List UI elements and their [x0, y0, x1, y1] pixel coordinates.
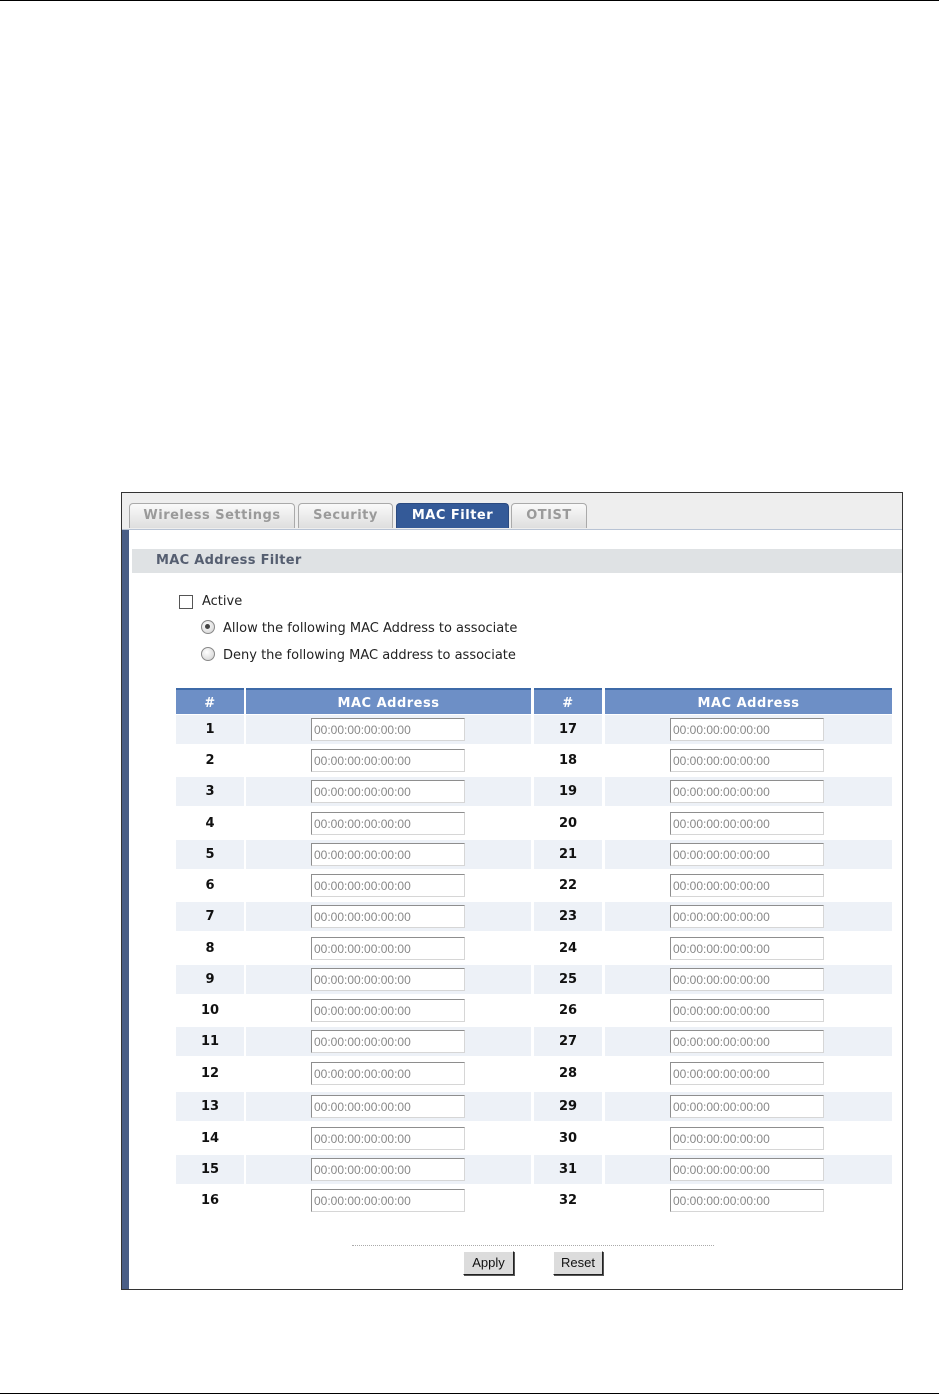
row-number: 17 [534, 715, 602, 744]
mac-cell [246, 1124, 531, 1153]
mac-cell [246, 1059, 531, 1088]
table-row [176, 1155, 892, 1184]
mac-cell [605, 1124, 892, 1153]
mac-address-input[interactable] [670, 1062, 824, 1085]
mac-address-input[interactable] [670, 812, 824, 835]
mac-cell [605, 1186, 892, 1215]
row-number: 1 [176, 715, 244, 744]
row-number: 15 [176, 1155, 244, 1184]
deny-radio[interactable] [201, 647, 215, 661]
mac-cell [246, 1092, 531, 1121]
mac-cell [605, 840, 892, 869]
table-row [176, 902, 892, 931]
mac-address-input[interactable] [670, 937, 824, 960]
deny-radio-label: Deny the following MAC address to associate [223, 648, 516, 663]
mac-cell [246, 902, 531, 931]
table-row [176, 1186, 892, 1215]
mac-address-table [176, 688, 892, 1218]
mac-cell [605, 809, 892, 838]
row-number: 23 [534, 902, 602, 931]
mac-address-input[interactable] [670, 718, 824, 741]
mac-address-input[interactable] [670, 749, 824, 772]
active-label: Active [202, 594, 243, 609]
mac-address-input[interactable] [670, 999, 824, 1022]
active-checkbox[interactable] [179, 595, 193, 609]
table-row [176, 965, 892, 994]
mac-address-input[interactable] [670, 1127, 824, 1150]
mac-address-input[interactable] [311, 718, 465, 741]
tab-wireless-settings[interactable]: Wireless Settings [129, 503, 295, 528]
mac-address-input[interactable] [670, 780, 824, 803]
row-number: 27 [534, 1027, 602, 1056]
table-row [176, 715, 892, 744]
mac-address-input[interactable] [311, 1062, 465, 1085]
table-row [176, 840, 892, 869]
mac-cell [246, 1186, 531, 1215]
row-number: 19 [534, 777, 602, 806]
reset-button[interactable]: Reset [553, 1251, 603, 1275]
row-number: 16 [200, 1193, 220, 1208]
mac-address-input[interactable] [670, 1030, 824, 1053]
table-row [176, 1092, 892, 1121]
row-number: 20 [558, 816, 578, 831]
mac-address-input[interactable] [311, 1095, 465, 1118]
row-number: 2 [205, 753, 215, 768]
row-number: 26 [558, 1003, 578, 1018]
tab-mac-filter[interactable]: MAC Filter [396, 503, 509, 528]
allow-radio[interactable] [201, 620, 215, 634]
row-number: 3 [176, 777, 244, 806]
mac-cell [246, 840, 531, 869]
mac-cell [605, 965, 892, 994]
mac-address-input[interactable] [670, 1095, 824, 1118]
header-mac-right: MAC Address [605, 688, 892, 714]
section-title: MAC Address Filter [132, 549, 902, 573]
mac-cell [605, 777, 892, 806]
tab-bar [122, 493, 902, 530]
button-separator [352, 1245, 714, 1246]
table-row [176, 1124, 892, 1153]
mac-address-input[interactable] [311, 1127, 465, 1150]
table-row [176, 809, 892, 838]
mac-address-input[interactable] [311, 1030, 465, 1053]
mac-address-input[interactable] [670, 905, 824, 928]
mac-address-input[interactable] [311, 1189, 465, 1212]
row-number: 18 [558, 753, 578, 768]
mac-cell [246, 809, 531, 838]
mac-cell [605, 996, 892, 1025]
left-accent-bar [122, 529, 129, 1289]
mac-address-input[interactable] [670, 874, 824, 897]
allow-radio-label: Allow the following MAC Address to associate [223, 621, 518, 636]
mac-cell [605, 746, 892, 775]
header-mac-left: MAC Address [246, 688, 531, 714]
tab-otist[interactable]: OTIST [511, 503, 587, 528]
row-number: 13 [176, 1092, 244, 1121]
mac-address-input[interactable] [670, 1189, 824, 1212]
page-bottom-rule [0, 1393, 939, 1394]
mac-cell [246, 965, 531, 994]
table-row [176, 871, 892, 900]
page-top-rule [0, 0, 939, 1]
table-row [176, 996, 892, 1025]
mac-cell [605, 1155, 892, 1184]
header-num-right: # [534, 688, 602, 714]
row-number: 28 [558, 1066, 578, 1081]
row-number: 31 [534, 1155, 602, 1184]
mac-cell [605, 715, 892, 744]
table-row [176, 746, 892, 775]
mac-address-input[interactable] [311, 843, 465, 866]
apply-button[interactable]: Apply [463, 1251, 514, 1275]
row-number: 32 [558, 1193, 578, 1208]
row-number: 11 [176, 1027, 244, 1056]
mac-address-input[interactable] [311, 999, 465, 1022]
row-number: 5 [176, 840, 244, 869]
row-number: 10 [200, 1003, 220, 1018]
mac-cell [246, 777, 531, 806]
tab-security[interactable]: Security [298, 503, 393, 528]
mac-cell [605, 1059, 892, 1088]
row-number: 8 [205, 941, 215, 956]
row-number: 14 [200, 1131, 220, 1146]
row-number: 12 [200, 1066, 220, 1081]
mac-cell [605, 1027, 892, 1056]
mac-address-input[interactable] [311, 968, 465, 991]
table-row [176, 777, 892, 806]
mac-address-input[interactable] [670, 1158, 824, 1181]
mac-cell [605, 934, 892, 963]
row-number: 25 [534, 965, 602, 994]
router-config-panel [121, 492, 903, 1290]
mac-address-input[interactable] [311, 780, 465, 803]
row-number: 4 [205, 816, 215, 831]
row-number: 7 [176, 902, 244, 931]
mac-cell [605, 871, 892, 900]
mac-cell [246, 996, 531, 1025]
row-number: 9 [176, 965, 244, 994]
table-row [176, 1059, 892, 1088]
row-number: 24 [558, 941, 578, 956]
mac-cell [246, 871, 531, 900]
mac-address-input[interactable] [311, 1158, 465, 1181]
mac-address-input[interactable] [311, 874, 465, 897]
mac-address-input[interactable] [311, 812, 465, 835]
mac-address-input[interactable] [311, 749, 465, 772]
table-row [176, 1027, 892, 1056]
row-number: 22 [558, 878, 578, 893]
mac-cell [246, 715, 531, 744]
mac-cell [605, 1092, 892, 1121]
mac-address-input[interactable] [670, 968, 824, 991]
mac-cell [246, 934, 531, 963]
row-number: 30 [558, 1131, 578, 1146]
header-num-left: # [176, 688, 244, 714]
mac-cell [246, 1027, 531, 1056]
mac-cell [605, 902, 892, 931]
row-number: 29 [534, 1092, 602, 1121]
row-number: 6 [205, 878, 215, 893]
mac-address-input[interactable] [311, 905, 465, 928]
table-row [176, 934, 892, 963]
mac-address-input[interactable] [670, 843, 824, 866]
row-number: 21 [534, 840, 602, 869]
mac-cell [246, 746, 531, 775]
mac-address-input[interactable] [311, 937, 465, 960]
mac-cell [246, 1155, 531, 1184]
